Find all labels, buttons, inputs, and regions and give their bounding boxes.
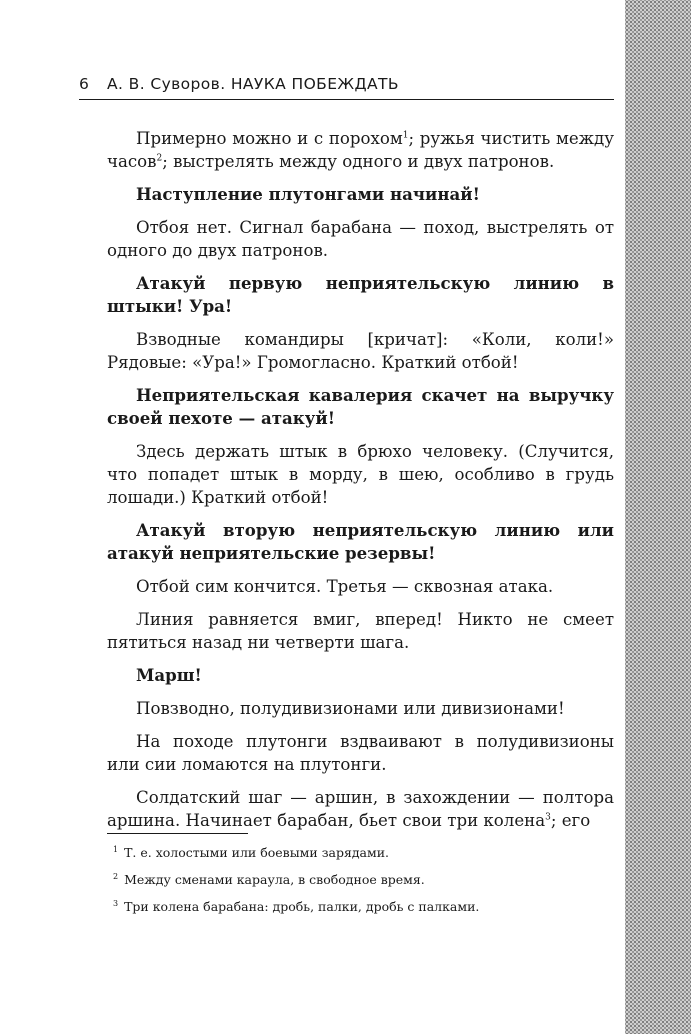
footnote-reference: 3: [545, 812, 551, 823]
text-run: Отбой сим кончится. Третья — сквозная атака.: [136, 577, 554, 596]
paragraph: [107, 697, 614, 720]
text-run: Взводные командиры [кричат]: «Коли, коли!» Рядовые: «Ура!» Громогласно. Краткий отбой!: [107, 330, 614, 372]
text-run: Здесь держать штык в брюхо человеку. (Случится, что попадет штык в морду, в шею, особливо в грудь лошади.) Краткий отбой!: [107, 442, 614, 507]
footnote-reference: 2: [156, 153, 163, 164]
text-run: Марш!: [136, 665, 202, 685]
footnote-mark: 2: [113, 871, 119, 881]
text-run: Примерно можно и с порохом: [136, 129, 403, 148]
heading-paragraph: [107, 664, 614, 687]
text-run: Солдатский шаг — аршин, в захождении — полтора аршина. Начинает барабан, бьет свои три колена: [107, 788, 614, 830]
paragraph: [107, 730, 614, 776]
text-run: Атакуй первую неприятельскую линию в штыки! Ура!: [107, 273, 614, 316]
footnotes: [113, 844, 613, 925]
footnote-rule: [107, 833, 248, 834]
running-header: [79, 74, 614, 100]
paragraph: [107, 575, 614, 598]
text-run: Атакуй вторую неприятельскую линию или атакуй неприятельские резервы!: [107, 520, 614, 563]
text-run: ; выстрелять между одного и двух патронов.: [162, 152, 555, 171]
heading-paragraph: [107, 183, 614, 206]
text-run: Отбоя нет. Сигнал барабана — поход, выстрелять от одного до двух патронов.: [107, 218, 614, 260]
text-run: Линия равняется вмиг, вперед! Никто не смеет пятиться назад ни четверти шага.: [107, 610, 614, 652]
text-run: На походе плутонги вздваивают в полудивизионы или сии ломаются на плутонги.: [107, 732, 614, 774]
footnote: [113, 898, 613, 916]
body-text: [107, 127, 614, 842]
footnote-text: Три колена барабана: дробь, палки, дробь с палками.: [124, 899, 480, 914]
page-edge-shading: [625, 0, 691, 1034]
paragraph: [107, 786, 614, 832]
running-title: А. В. Суворов. НАУКА ПОБЕЖДАТЬ: [107, 75, 399, 93]
footnote-text: Между сменами караула, в свободное время.: [124, 872, 425, 887]
paragraph: [107, 216, 614, 262]
paragraph: [107, 127, 614, 173]
text-run: ; его: [550, 811, 591, 830]
page-number: 6: [79, 75, 90, 93]
paragraph: [107, 440, 614, 509]
footnote: [113, 871, 613, 889]
text-run: ; ружья чистить между часов: [107, 129, 614, 171]
footnote-mark: 1: [113, 844, 119, 854]
heading-paragraph: [107, 519, 614, 565]
footnote-mark: 3: [113, 898, 119, 908]
paragraph: [107, 608, 614, 654]
footnote-reference: 1: [402, 130, 409, 141]
text-run: Неприятельская кавалерия скачет на выручку своей пехоте — атакуй!: [107, 385, 614, 428]
text-run: Повзводно, полудивизионами или дивизионами!: [136, 699, 565, 718]
paragraph: [107, 328, 614, 374]
heading-paragraph: [107, 272, 614, 318]
heading-paragraph: [107, 384, 614, 430]
footnote-text: Т. е. холостыми или боевыми зарядами.: [124, 845, 390, 860]
footnote: [113, 844, 613, 862]
text-run: Наступление плутонгами начинай!: [136, 184, 480, 204]
